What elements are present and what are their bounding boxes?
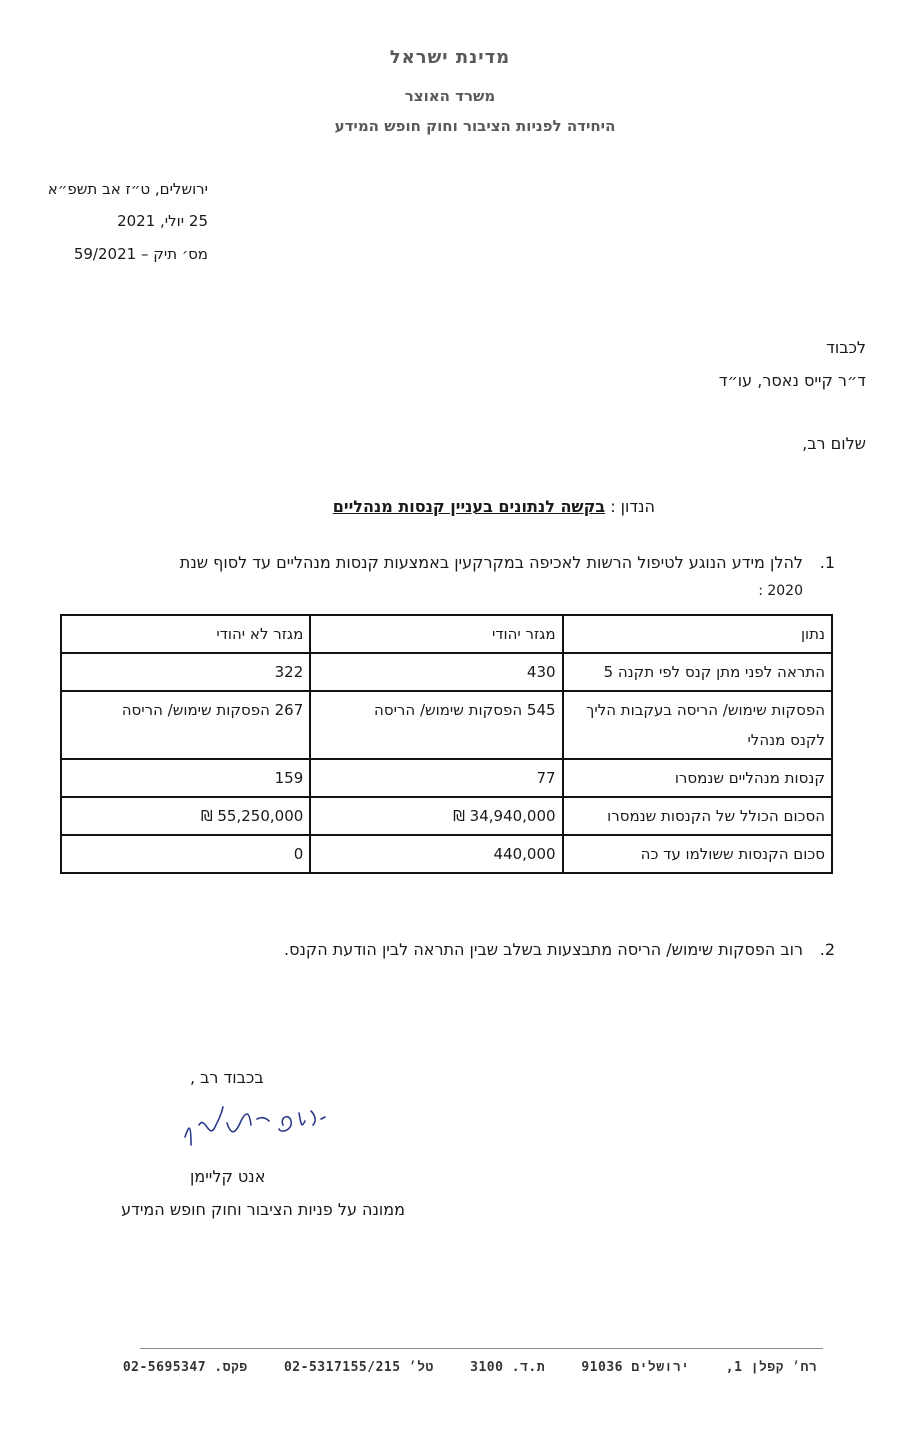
footer-contact [100,1360,840,1375]
table-cell: 440,000 [310,835,562,873]
item-1-text: להלן מידע הנוגע לטיפול הרשות לאכיפה במקרקעין באמצעות קנסות מנהליים עד לסוף שנת [179,553,803,572]
signer-title: ממונה על פניות הציבור וחוק חופש המידע [121,1200,405,1219]
table-cell: קנסות מנהליים שנמסרו [563,759,832,797]
footer-city: ירושלים 91036 [581,1360,690,1375]
recipient-to: לכבוד [826,338,866,357]
item-2-text: רוב הפסקות שימוש/ הריסה מתבצעות בשלב שבין התראה לבין הודעת הקנס. [284,940,803,959]
greeting: שלום רב, [802,434,866,453]
table-cell: 159 [61,759,310,797]
table-header-cell: מגזר יהודי [310,615,562,653]
signer-name: אנט קליימן [190,1167,266,1186]
table-row [61,797,832,835]
signature-scribble-icon [175,1095,355,1155]
item-1-text-cont: 2020 : [758,583,803,599]
date-hebrew: ירושלים, ט״ז אב תשפ״א [47,180,208,198]
table-cell: 545 הפסקות שימוש/ הריסה [310,691,562,759]
table-row [61,835,832,873]
table-cell: 34,940,000 ₪ [310,797,562,835]
table-cell: 0 [61,835,310,873]
table-cell: 430 [310,653,562,691]
footer-address: רח׳ קפלן 1, [725,1360,818,1375]
item-2-number: 2. [819,940,835,959]
table-cell: הפסקות שימוש/ הריסה בעקבות הליך לקנס מנהלי [563,691,832,759]
footer-phone: טל׳ 02-5317155/215 [283,1360,434,1375]
subject-label: הנדון : [610,497,655,516]
table-cell: 322 [61,653,310,691]
subject-line [155,497,655,516]
file-number: מס׳ תיק – 59/2021 [73,245,208,263]
recipient-name: ד״ר קייס נאסר, עו״ד [718,371,866,390]
header-ministry: משרד האוצר [404,87,496,105]
signature [175,1095,355,1155]
header-unit: היחידה לפניות הציבור וחוק חופש המידע [334,117,616,135]
table-cell: התראה לפני מתן קנס לפי תקנה 5 [563,653,832,691]
table-row [61,691,832,759]
table-cell: 267 הפסקות שימוש/ הריסה [61,691,310,759]
date-gregorian: 25 יולי, 2021 [117,212,208,230]
header-state: מדינת ישראל [389,47,511,68]
table-cell: הסכום הכולל של הקנסות שנמסרו [563,797,832,835]
table-header-cell: מגזר לא יהודי [61,615,310,653]
subject-text: בקשה לנתונים בעניין קנסות מנהליים [332,497,606,516]
table-header-cell: נתון [563,615,832,653]
table-cell: 55,250,000 ₪ [61,797,310,835]
table-cell: 77 [310,759,562,797]
table-cell: סכום הקנסות ששולמו עד כה [563,835,832,873]
footer-pobox: ת.ד. 3100 [470,1360,546,1375]
footer-divider [140,1348,823,1349]
table-row [61,653,832,691]
closing: בכבוד רב , [190,1068,264,1087]
table-row [61,759,832,797]
table-header-row [61,615,832,653]
data-table [60,614,833,874]
item-1-number: 1. [819,553,835,572]
footer-fax: פקס. 02-5695347 [122,1360,248,1375]
